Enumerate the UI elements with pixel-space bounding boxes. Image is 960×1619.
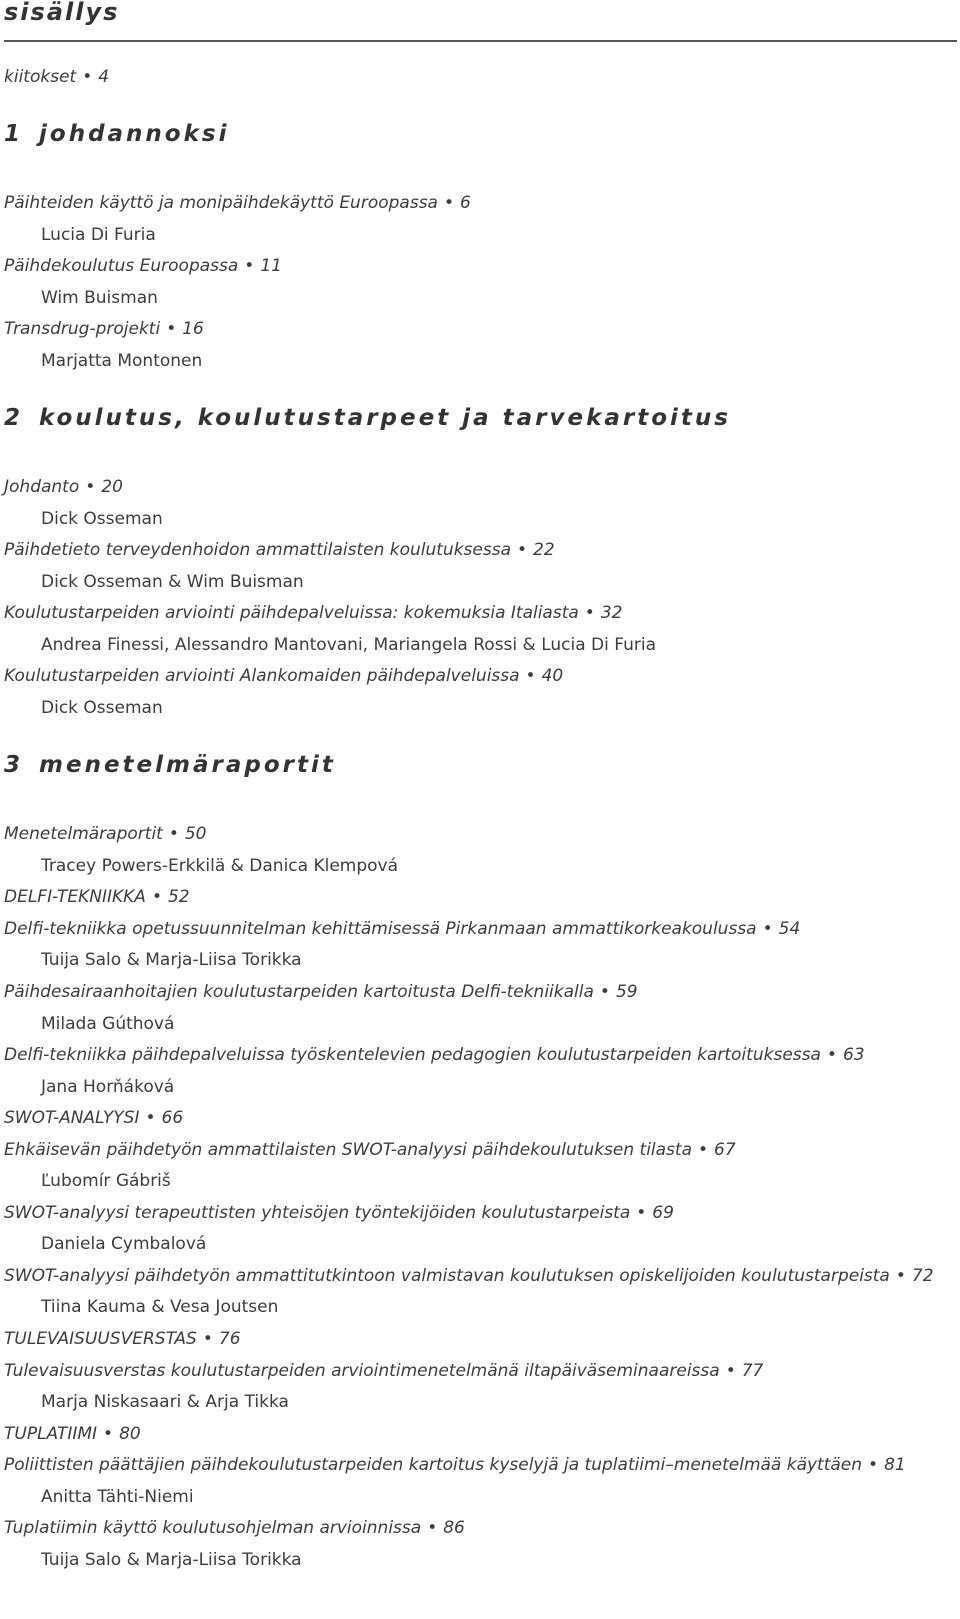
entry-author: Tiina Kauma & Vesa Joutsen: [41, 1297, 279, 1318]
page-number: 54: [778, 918, 801, 939]
bullet-separator: •: [166, 319, 177, 340]
entry-title: SWOT-analyysi terapeuttisten yhteisöjen työntekijöiden koulutustarpeista: [4, 1202, 631, 1223]
page-number: 11: [260, 256, 282, 277]
bullet-separator: •: [202, 1329, 213, 1349]
bullet-separator: •: [599, 981, 610, 1002]
entry-author: Tuija Salo & Marja-Liisa Torikka: [41, 1549, 302, 1570]
entry-title: Tulevaisuusverstas koulutustarpeiden arviointimenetelmänä iltapäiväseminaareissa: [4, 1360, 720, 1381]
entry-author: Dick Osseman & Wim Buisman: [41, 571, 304, 592]
entry-title: Päihteiden käyttö ja monipäihdekäyttö Euroopassa: [4, 193, 438, 214]
toc-entry: [4, 1423, 141, 1445]
toc-entry: [4, 1517, 465, 1539]
entry-author: Tracey Powers-Erkkilä & Danica Klempová: [41, 855, 399, 876]
toc-entry: [4, 1107, 183, 1129]
entry-title: Delfi-tekniikka opetussuunnitelman kehittämisessä Pirkanmaan ammattikorkeakoulussa: [4, 918, 757, 939]
entry-author: Tuija Salo & Marja-Liisa Torikka: [41, 950, 302, 971]
page-number: 86: [443, 1518, 465, 1539]
toc-entry: [4, 66, 109, 88]
entry-author: Marjatta Montonen: [41, 350, 203, 371]
entry-title: Koulutustarpeiden arviointi päihdepalveluissa: kokemuksia Italiasta: [4, 603, 579, 624]
section-title: koulutus, koulutustarpeet ja tarvekartoitus: [39, 405, 731, 432]
toc-entry: [4, 823, 207, 845]
entry-title: DELFI-TEKNIIKKA: [4, 887, 146, 908]
page-number: 59: [615, 981, 638, 1002]
bullet-separator: •: [82, 67, 93, 87]
entry-title: Poliittisten päättäjien päihdekoulutustarpeiden kartoitus kyselyjä ja tuplatiimi–menetelmää käyttäen: [4, 1455, 863, 1476]
entry-author: Wim Buisman: [41, 287, 158, 308]
toc-entry: [4, 1454, 906, 1476]
bullet-separator: •: [895, 1265, 906, 1286]
page-number: 32: [600, 603, 623, 624]
toc-entry: [4, 1265, 934, 1287]
section-title: menetelmäraportit: [39, 752, 336, 779]
entry-title: TUPLATIIMI: [4, 1423, 98, 1444]
toc-entry: [4, 1044, 865, 1066]
entry-title: Päihdetieto terveydenhoidon ammattilaisten koulutuksessa: [4, 540, 512, 561]
entry-title: SWOT-analyysi päihdetyön ammattitutkintoon valmistavan koulutuksen opiskelijoiden koulutustarpeista: [4, 1265, 890, 1286]
page-number: 69: [652, 1202, 674, 1223]
section-heading: [4, 752, 336, 778]
bullet-separator: •: [636, 1202, 647, 1223]
page-number: 66: [161, 1108, 184, 1129]
page-number: 76: [218, 1329, 241, 1349]
page-number: 72: [911, 1265, 934, 1286]
section-title: johdannoksi: [39, 121, 230, 148]
bullet-separator: •: [868, 1455, 879, 1476]
entry-title: TULEVAISUUSVERSTAS: [4, 1329, 197, 1349]
entry-author: Andrea Finessi, Alessandro Mantovani, Mariangela Rossi & Lucia Di Furia: [41, 634, 657, 655]
page-number: 63: [842, 1045, 865, 1066]
entry-title: Ehkäisevän päihdetyön ammattilaisten SWOT-analyysi päihdekoulutuksen tilasta: [4, 1139, 693, 1160]
bullet-separator: •: [517, 540, 528, 561]
entry-author: Anitta Tähti-Niemi: [41, 1486, 194, 1507]
toc-entry: [4, 665, 563, 687]
page-number: 81: [884, 1455, 906, 1476]
page-number: 50: [184, 824, 207, 845]
page-number: 4: [98, 67, 110, 87]
toc-entry: [4, 602, 622, 624]
page-title: sisällys: [4, 0, 120, 26]
toc-entry: [4, 981, 638, 1003]
toc-entry: [4, 1139, 736, 1161]
bullet-separator: •: [151, 887, 162, 908]
entry-author: Dick Osseman: [41, 698, 163, 718]
toc-entry: [4, 1360, 763, 1382]
bullet-separator: •: [244, 256, 255, 277]
entry-author: Lucia Di Furia: [41, 224, 156, 245]
entry-author: Jana Horňáková: [41, 1076, 175, 1097]
entry-title: Transdrug-projekti: [4, 319, 161, 340]
entry-author: Daniela Cymbalová: [41, 1234, 207, 1255]
section-heading: [4, 121, 229, 147]
bullet-separator: •: [145, 1108, 156, 1129]
page-number: 77: [741, 1360, 764, 1381]
bullet-separator: •: [584, 603, 595, 624]
toc-entry: [4, 1328, 241, 1350]
entry-title: Päihdekoulutus Euroopassa: [4, 256, 239, 277]
toc-entry: [4, 918, 800, 940]
bullet-separator: •: [85, 477, 96, 498]
toc-entry: [4, 886, 190, 908]
bullet-separator: •: [443, 193, 454, 214]
entry-title: Menetelmäraportit: [4, 824, 163, 845]
page-number: 20: [101, 477, 123, 498]
bullet-separator: •: [725, 1360, 736, 1381]
section-heading: [4, 405, 731, 431]
bullet-separator: •: [762, 918, 773, 939]
title-divider: [4, 40, 957, 42]
section-number: 3: [4, 752, 24, 779]
entry-title: Tuplatiimin käyttö koulutusohjelman arvioinnissa: [4, 1518, 422, 1539]
bullet-separator: •: [427, 1518, 438, 1539]
toc-entry: [4, 476, 123, 498]
page-number: 6: [460, 193, 471, 214]
entry-title: kiitokset: [4, 67, 77, 87]
page-number: 22: [533, 540, 555, 561]
page-number: 80: [119, 1423, 141, 1444]
bullet-separator: •: [525, 666, 536, 687]
bullet-separator: •: [698, 1139, 709, 1160]
entry-title: Delfi-tekniikka päihdepalveluissa työskentelevien pedagogien koulutustarpeiden kartoituksessa: [4, 1045, 821, 1066]
entry-author: Marja Niskasaari & Arja Tikka: [41, 1392, 289, 1413]
entry-title: Päihdesairaanhoitajien koulutustarpeiden kartoitusta Delfi-tekniikalla: [4, 981, 594, 1002]
toc-entry: [4, 192, 471, 214]
toc-entry: [4, 255, 282, 277]
section-number: 1: [4, 121, 24, 148]
toc-entry: [4, 318, 204, 340]
page-number: 52: [167, 887, 190, 908]
toc-entry: [4, 1202, 674, 1224]
page-number: 67: [714, 1139, 736, 1160]
bullet-separator: •: [826, 1045, 837, 1066]
entry-title: SWOT-ANALYYSI: [4, 1108, 140, 1129]
page-number: 16: [182, 319, 204, 340]
entry-title: Koulutustarpeiden arviointi Alankomaiden päihdepalveluissa: [4, 666, 520, 687]
entry-author: Milada Gúthová: [41, 1013, 175, 1034]
entry-title: Johdanto: [4, 477, 80, 498]
section-number: 2: [4, 405, 24, 432]
bullet-separator: •: [103, 1423, 114, 1444]
page-number: 40: [541, 666, 564, 687]
entry-author: Dick Osseman: [41, 508, 163, 529]
toc-entry: [4, 539, 555, 561]
bullet-separator: •: [168, 824, 179, 845]
entry-author: Ľubomír Gábriš: [41, 1171, 171, 1192]
